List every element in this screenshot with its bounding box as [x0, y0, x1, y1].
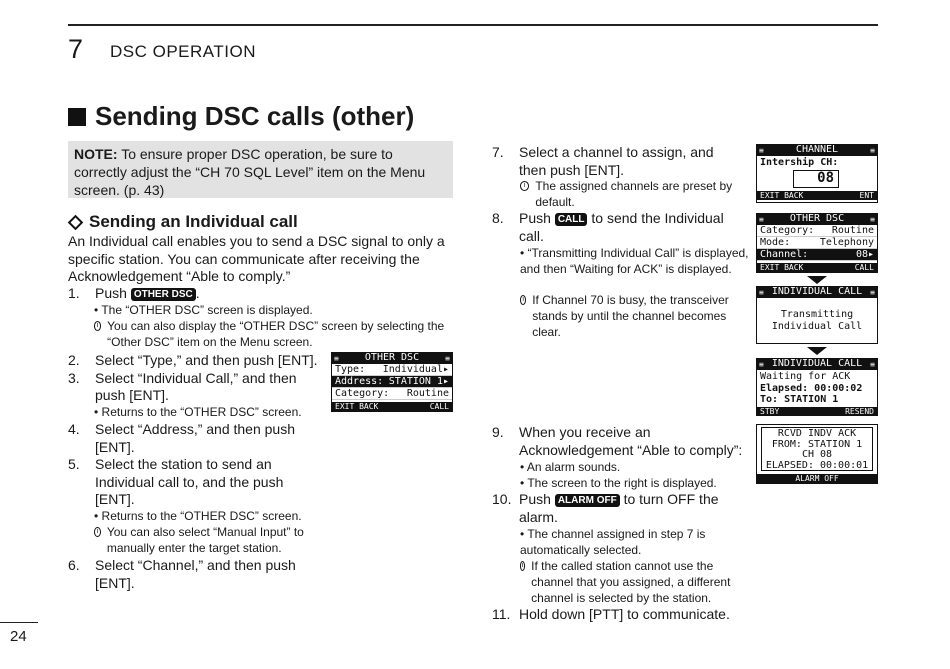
- arrow-down-icon: [807, 276, 827, 284]
- step-6-wrap: [68, 557, 330, 592]
- subsection-title: Sending an Individual call: [68, 212, 298, 232]
- lcd-received-ack: [756, 424, 878, 484]
- section-title: Sending DSC calls (other): [68, 101, 414, 132]
- step-5-info: i You can also select “Manual Input” to manually enter the target station.: [94, 524, 334, 556]
- steps-left-part1: [68, 285, 330, 303]
- intro-paragraph: An Individual call enables you to send a DSC signal to only a specific station. You can communicate after receiving the Acknowledgement “Able to comply.”: [68, 233, 445, 284]
- arrow-down-icon: [807, 347, 827, 355]
- lcd-softkeys: ALARM OFF: [757, 474, 877, 483]
- lcd-row: Category: Routine: [757, 225, 877, 237]
- step-7-info: i The assigned channels are preset by default.: [520, 178, 755, 210]
- steps-4-5: [68, 421, 330, 509]
- square-bullet-icon: [68, 108, 86, 126]
- step-11-wrap: [492, 606, 792, 624]
- step-1-bullet: • The “OTHER DSC” screen is displayed.: [94, 303, 313, 317]
- diamond-icon: [68, 214, 84, 230]
- step-10-wrap: [492, 491, 754, 526]
- alarm-off-key-icon: ALARM OFF: [555, 494, 620, 507]
- lcd-row: Type: Individual▸: [332, 364, 452, 376]
- step-4: 4. Select “Address,” and then push [ENT].: [68, 421, 296, 455]
- channel-value: 08: [793, 170, 839, 188]
- info-icon: i: [94, 527, 101, 537]
- info-icon: i: [520, 295, 526, 305]
- step-9-bullet-1: • An alarm sounds.: [520, 460, 621, 474]
- step-7: 7. Select a channel to assign, and then push [ENT].: [492, 144, 714, 178]
- step-1: 1. Push OTHER DSC .: [68, 285, 200, 301]
- step-3: 3. Select “Individual Call,” and then push [ENT].: [68, 369, 297, 403]
- step-10-bullet: • The channel assigned in step 7 is automatically selected.: [520, 527, 706, 557]
- steps-2-3: [68, 352, 330, 405]
- step-3-bullet: • Returns to the “OTHER DSC” screen.: [94, 405, 302, 419]
- step-9-wrap: [492, 424, 754, 459]
- step-8: 8. Push CALL to send the Individual call.: [492, 210, 724, 244]
- info-icon: i: [521, 562, 524, 569]
- call-key-icon: CALL: [555, 213, 588, 226]
- step-5: 5. Select the station to send an Individual call to, and the push [ENT].: [68, 456, 284, 507]
- step-7-wrap: [492, 144, 754, 179]
- lcd-channel: ≡ CHANNEL ≡ Intership CH: 08 EXIT BACK ENT: [756, 144, 878, 203]
- step-8-bullet: • “Transmitting Individual Call” is displayed, and then “Waiting for ACK” is displayed.: [520, 246, 749, 276]
- ack-box: RCVD INDV ACK FROM: STATION 1 CH 08 ELAPSED: 00:00:01: [761, 427, 873, 471]
- lcd-row-selected: Channel: 08▸: [757, 249, 877, 261]
- step-9-bullet-2: • The screen to the right is displayed.: [520, 476, 717, 490]
- chapter-number: 7: [68, 34, 84, 64]
- info-icon: i: [94, 321, 101, 331]
- lcd-row-selected: Address: STATION 1▸: [332, 376, 452, 388]
- step-6: 6. Select “Channel,” and then push [ENT].: [68, 557, 296, 591]
- header-rule: [68, 24, 878, 26]
- info-icon: i: [520, 181, 529, 191]
- lcd-transmitting: ≡ INDIVIDUAL CALL ≡ Transmitting Individual Call: [756, 286, 878, 344]
- step-10: 10. Push ALARM OFF to turn OFF the alarm.: [492, 491, 719, 525]
- step-11: 11. Hold down [PTT] to communicate.: [492, 606, 730, 622]
- step-8-wrap: [492, 210, 754, 245]
- other-dsc-key-icon: OTHER DSC: [131, 288, 196, 301]
- step-8-info: i If Channel 70 is busy, the transceiver stands by until the channel becomes clear.: [520, 292, 755, 340]
- lcd-row: Mode: Telephony: [757, 237, 877, 249]
- footer-rule: [0, 622, 38, 623]
- note-label: NOTE:: [74, 146, 118, 162]
- lcd-softkeys: STBY RESEND: [757, 407, 877, 416]
- lcd-other-dsc-2: ≡ OTHER DSC ≡ Category: Routine Mode: Telephony Channel: 08▸ EXIT BACK CALL: [756, 213, 878, 273]
- step-5-bullet: • Returns to the “OTHER DSC” screen.: [94, 509, 302, 523]
- lcd-waiting: ≡ INDIVIDUAL CALL ≡ Waiting for ACK Elapsed: 00:00:02 To: STATION 1 STBY RESEND: [756, 358, 878, 416]
- step-1-info: i You can also display the “OTHER DSC” screen by selecting the “Other DSC” item on the Menu screen.: [94, 318, 459, 350]
- lcd-softkeys: EXIT BACK CALL: [757, 263, 877, 272]
- lcd-row: Category: Routine: [332, 388, 452, 400]
- note-text: To ensure proper DSC operation, be sure to correctly adjust the “CH 70 SQL Level” item on the Menu screen. (p. 43): [74, 146, 426, 198]
- chapter-title: DSC OPERATION: [110, 42, 256, 61]
- step-2: 2. Select “Type,” and then push [ENT].: [68, 352, 318, 368]
- lcd-softkeys: EXIT BACK CALL: [332, 402, 452, 411]
- note-box: [68, 141, 453, 198]
- step-10-info: i If the called station cannot use the channel that you assigned, a different channel is selected by the station.: [521, 559, 731, 605]
- step-9: 9. When you receive an Acknowledgement “Able to comply”:: [492, 424, 743, 458]
- lcd-softkeys: EXIT BACK ENT: [757, 191, 877, 200]
- lcd-other-dsc-1: ≡ OTHER DSC ≡ Type: Individual▸ Address: STATION 1▸ Category: Routine EXIT BACK CALL: [331, 352, 453, 412]
- page-number: 24: [10, 628, 27, 645]
